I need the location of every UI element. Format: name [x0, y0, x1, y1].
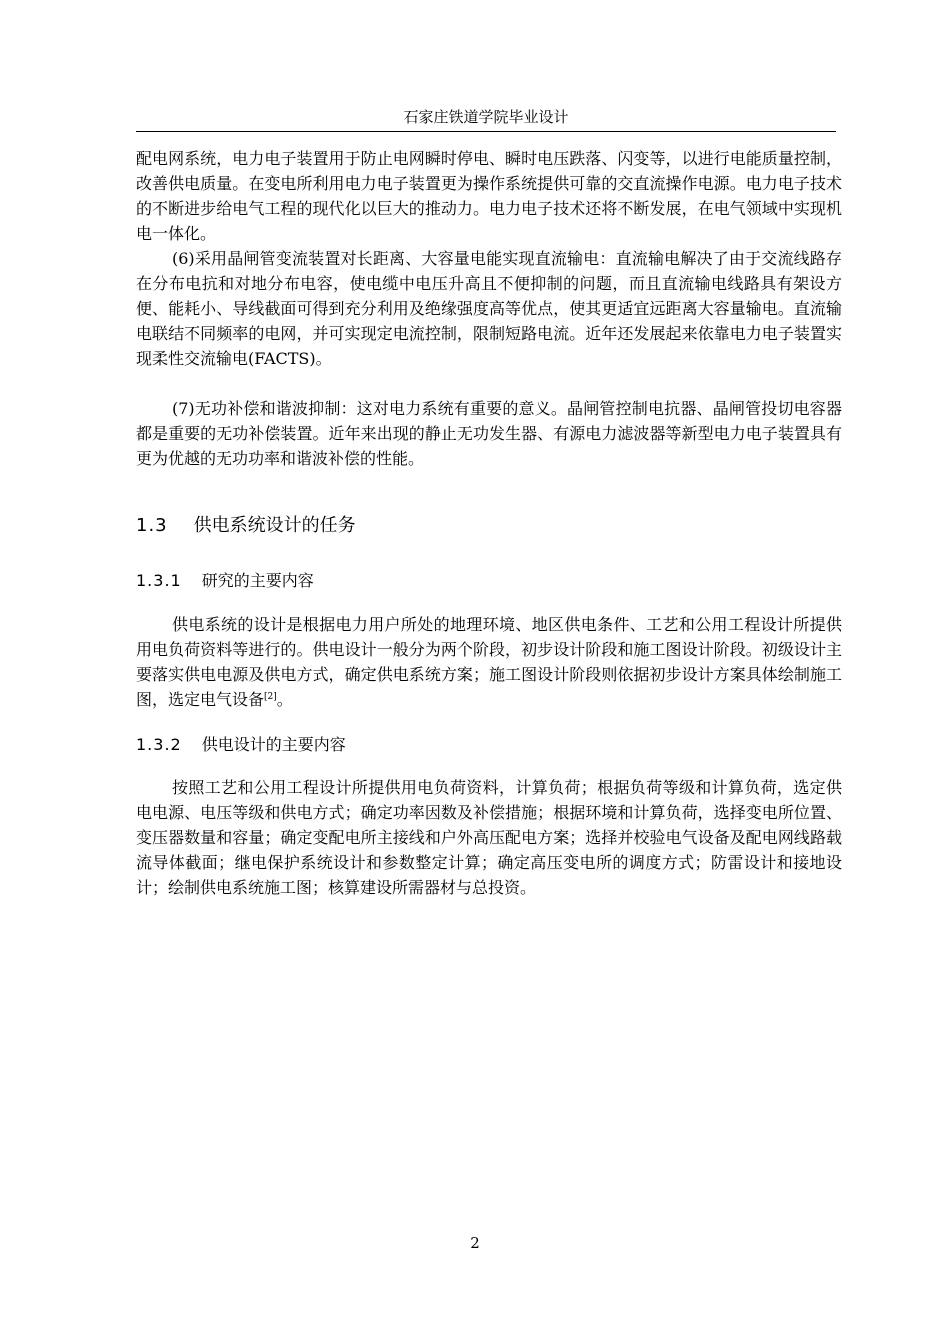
header-rule — [136, 131, 836, 132]
subsection-title: 研究的主要内容 — [201, 571, 314, 590]
subsection-heading-1-3-2 — [136, 733, 346, 757]
subsection-number: 1.3.1 — [136, 571, 182, 590]
paragraph-research-content — [136, 612, 842, 712]
page-number: 2 — [470, 1234, 480, 1252]
paragraph-end: 。 — [276, 690, 293, 709]
running-header: 石家庄铁道学院毕业设计 — [403, 108, 569, 126]
paragraph-power-electronics-continued: 配电网系统，电力电子装置用于防止电网瞬时停电、瞬时电压跌落、闪变等，以进行电能质量控制，改善供电质量。在变电所利用电力电子装置更为操作系统提供可靠的交直流操作电源。电力电子技术的不断进步给电气工程的现代化以巨大的推动力。电力电子技术还将不断发展，在电气领域中实现机电一体化。 — [136, 149, 842, 243]
section-heading-1-3 — [136, 513, 356, 539]
paragraph-item-6-hvdc: (6)采用晶闸管变流装置对长距离、大容量电能实现直流输电：直流输电解决了由于交流线路存在分布电抗和对地分布电容，使电缆中电压升高且不便抑制的问题，而且直流输电线路具有架设方便、能耗小、导线截面可得到充分利用及绝缘强度高等优点，使其更适宜远距离大容量输电。直流输电联结不同频率的电网，并可实现定电流控制，限制短路电流。近年还发展起来依靠电力电子装置实现柔性交流输电(FACTS)。 — [136, 249, 842, 368]
citation-ref: [2] — [264, 692, 277, 702]
subsection-title: 供电设计的主要内容 — [201, 735, 346, 754]
paragraph-text: 供电系统的设计是根据电力用户所处的地理环境、地区供电条件、工艺和公用工程设计所提供用电负荷资料等进行的。供电设计一般分为两个阶段，初步设计阶段和施工图设计阶段。初级设计主要落实供电电源及供电方式，确定供电系统方案；施工图设计阶段则依据初步设计方案具体绘制施工图，选定电气设备 — [136, 615, 842, 709]
subsection-heading-1-3-1 — [136, 569, 314, 593]
paragraph-design-content: 按照工艺和公用工程设计所提供用电负荷资料，计算负荷；根据负荷等级和计算负荷，选定供电电源、电压等级和供电方式；确定功率因数及补偿措施；根据环境和计算负荷，选择变电所位置、变压器数量和容量；确定变配电所主接线和户外高压配电方案；选择并校验电气设备及配电网线路载流导体截面；继电保护系统设计和参数整定计算；确定高压变电所的调度方式；防雷设计和接地设计；绘制供电系统施工图；核算建设所需器材与总投资。 — [136, 778, 842, 897]
paragraph-item-7-reactive-compensation: (7)无功补偿和谐波抑制：这对电力系统有重要的意义。晶闸管控制电抗器、晶闸管投切电容器都是重要的无功补偿装置。近年来出现的静止无功发生器、有源电力滤波器等新型电力电子装置具有更为优越的无功功率和谐波补偿的性能。 — [136, 399, 842, 468]
subsection-number: 1.3.2 — [136, 735, 182, 754]
section-number: 1.3 — [136, 515, 168, 536]
section-title: 供电系统设计的任务 — [193, 515, 356, 536]
